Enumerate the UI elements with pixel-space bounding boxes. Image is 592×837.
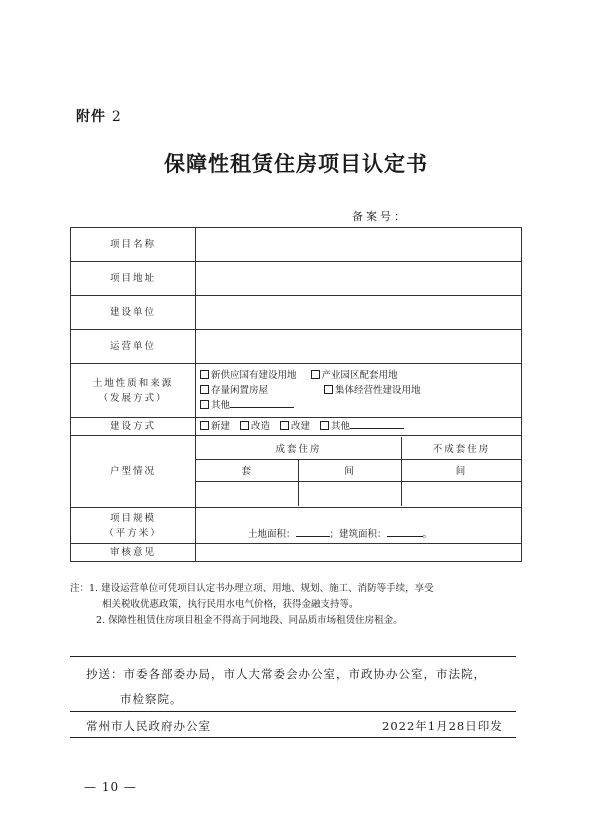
record-number-label: 备案号： <box>352 210 408 223</box>
label-project-name: 项目名称 <box>71 228 196 262</box>
certification-form <box>70 227 522 562</box>
land-source-options <box>196 364 522 418</box>
page-number: — 10 — <box>84 780 137 794</box>
field-project-address[interactable] <box>196 262 522 296</box>
cc-line-2: 市检察院。 <box>120 692 183 706</box>
option-collective[interactable]: 集体经营性建设用地 <box>324 385 421 396</box>
row-project-scale <box>71 508 522 544</box>
header-rooms-incomplete: 间 <box>402 459 522 481</box>
label-review: 审核意见 <box>71 544 196 562</box>
label-unit-type: 户型情况 <box>71 436 196 508</box>
attachment-number: 2 <box>111 109 122 125</box>
checkbox-icon[interactable] <box>240 421 249 430</box>
build-area-blank[interactable] <box>387 527 423 537</box>
label-land-source: 土地性质和来源 （发展方式） <box>71 364 196 418</box>
checkbox-icon[interactable] <box>280 421 289 430</box>
row-project-address <box>71 262 522 296</box>
form-notes <box>70 581 530 629</box>
option-land-other[interactable]: 其他 <box>200 400 294 411</box>
label-operator: 运营单位 <box>71 330 196 364</box>
divider-top <box>70 656 516 657</box>
field-sets[interactable] <box>196 481 299 506</box>
note-line-1: 注：1. 建设运营单位可凭项目认定书办理立项、用地、规划、施工、消防等手续，享受 <box>70 583 434 594</box>
row-builder <box>71 296 522 330</box>
option-new-supply[interactable]: 新供应国有建设用地 <box>200 370 297 381</box>
build-method-options <box>196 418 522 436</box>
row-land-source <box>71 364 522 418</box>
row-review <box>71 544 522 562</box>
header-sets: 套 <box>196 459 299 481</box>
checkbox-icon[interactable] <box>200 400 209 409</box>
label-project-scale: 项目规模 （平方米） <box>71 508 196 544</box>
checkbox-icon[interactable] <box>320 421 329 430</box>
option-industrial-park[interactable]: 产业园区配套用地 <box>311 370 398 381</box>
label-project-address: 项目地址 <box>71 262 196 296</box>
checkbox-icon[interactable] <box>311 370 320 379</box>
field-review[interactable] <box>196 544 522 562</box>
other-blank-line[interactable] <box>350 419 404 429</box>
unit-type-grid <box>196 436 522 508</box>
field-builder[interactable] <box>196 296 522 330</box>
document-title: 保障性租赁住房项目认定书 <box>164 151 428 176</box>
row-build-method <box>71 418 522 436</box>
row-unit-type <box>71 436 522 508</box>
option-rebuild[interactable]: 改建 <box>280 421 310 432</box>
header-complete-units: 成套住房 <box>196 437 402 459</box>
note-line-3: 2. 保障性租赁住房项目租金不得高于同地段、同品质市场租赁住房租金。 <box>96 615 403 626</box>
issuing-office: 常州市人民政府办公室 <box>86 719 211 733</box>
label-builder: 建设单位 <box>71 296 196 330</box>
checkbox-icon[interactable] <box>200 421 209 430</box>
land-area-label: 土地面积： <box>248 529 296 540</box>
header-rooms-complete: 间 <box>299 459 402 481</box>
option-existing-idle[interactable]: 存量闲置房屋 <box>200 383 324 398</box>
divider-bottom <box>70 737 516 738</box>
land-area-blank[interactable] <box>296 527 330 537</box>
field-rooms-complete[interactable] <box>299 481 402 506</box>
attachment-label: 附件 2 <box>76 109 122 125</box>
field-rooms-incomplete[interactable] <box>402 481 522 506</box>
issue-date: 2022年1月28日印发 <box>382 719 503 733</box>
scale-fields: 土地面积： ；建筑面积： 。 <box>196 508 522 544</box>
label-build-method: 建设方式 <box>71 418 196 436</box>
other-blank-line[interactable] <box>230 398 294 408</box>
checkbox-icon[interactable] <box>200 370 209 379</box>
checkbox-icon[interactable] <box>200 385 209 394</box>
divider-middle <box>70 711 516 712</box>
option-renovate[interactable]: 改造 <box>240 421 270 432</box>
field-operator[interactable] <box>196 330 522 364</box>
unit-type-table <box>196 437 521 506</box>
row-project-name <box>71 228 522 262</box>
field-project-name[interactable] <box>196 228 522 262</box>
build-area-label: 建筑面积： <box>339 529 387 540</box>
row-operator <box>71 330 522 364</box>
cc-line-1: 抄送：市委各部委办局，市人大常委会办公室，市政协办公室，市法院， <box>86 667 486 681</box>
note-line-2: 相关税收优惠政策，执行民用水电气价格，获得金融支持等。 <box>102 599 359 610</box>
option-new-build[interactable]: 新建 <box>200 421 230 432</box>
header-incomplete-units: 不成套住房 <box>402 437 522 459</box>
checkbox-icon[interactable] <box>324 385 333 394</box>
option-build-other[interactable]: 其他 <box>320 421 404 432</box>
